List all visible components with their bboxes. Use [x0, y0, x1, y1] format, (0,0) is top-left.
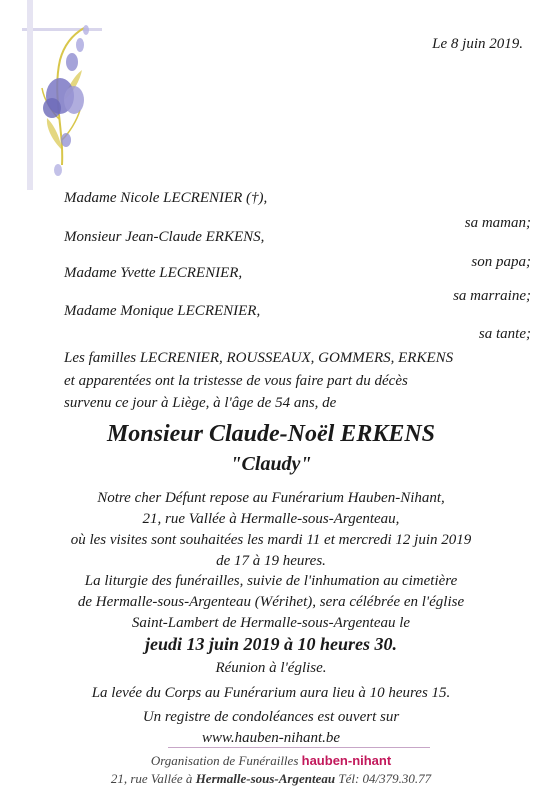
footer-street: 21, rue Vallée à	[110, 771, 193, 786]
funerarium-line: Notre cher Défunt repose au Funérarium Hauben-Nihant,	[97, 490, 445, 506]
cross-flower-icon	[22, 0, 112, 190]
funerarium-line: 21, rue Vallée à Hermalle-sous-Argenteau,	[142, 511, 400, 527]
funerarium-info	[0, 488, 542, 572]
registry-line: Un registre de condoléances est ouvert sur	[142, 709, 400, 725]
condolence-registry	[0, 707, 542, 749]
liturgy-line: Saint-Lambert de Hermalle-sous-Argenteau le	[131, 615, 411, 631]
announcement-line: survenu ce jour à Liège, à l'âge de 54 ans, de	[64, 395, 337, 411]
footer-divider	[168, 747, 430, 748]
family-member-relation: sa marraine;	[453, 288, 531, 304]
liturgy-line: La liturgie des funérailles, suivie de l'inhumation au cimetière	[84, 573, 458, 589]
family-member-relation: sa tante;	[478, 326, 531, 342]
deceased-name: Monsieur Claude-Noël ERKENS	[106, 421, 436, 447]
family-member-name: Madame Nicole LECRENIER (†),	[64, 190, 268, 206]
levee-text: La levée du Corps au Funérarium aura lieu à 10 heures 15.	[91, 685, 451, 701]
liturgy-info	[0, 571, 542, 634]
brand-logo: hauben-nihant	[301, 753, 392, 768]
announcement-text	[64, 347, 453, 415]
liturgy-line: de Hermalle-sous-Argenteau (Wérihet), sera célébrée en l'église	[77, 594, 465, 610]
family-member-relation: son papa;	[471, 254, 531, 270]
family-member-name: Madame Monique LECRENIER,	[64, 303, 261, 319]
funerarium-line: de 17 à 19 heures.	[216, 553, 326, 569]
family-member-name: Madame Yvette LECRENIER,	[64, 265, 243, 281]
deceased-nickname: "Claudy"	[230, 453, 312, 475]
footer-town: Hermalle-sous-Argenteau	[195, 771, 336, 786]
family-member-relation: sa maman;	[464, 215, 531, 231]
announcement-line: Les familles LECRENIER, ROUSSEAUX, GOMMERS, ERKENS	[64, 350, 454, 366]
reunion-text: Réunion à l'église.	[215, 660, 327, 676]
ceremony-datetime: jeudi 13 juin 2019 à 10 heures 30.	[144, 634, 398, 654]
footer-phone: Tél: 04/379.30.77	[338, 771, 432, 786]
announcement-line: et apparentées ont la tristesse de vous faire part du décès	[64, 372, 408, 389]
family-member-name: Monsieur Jean-Claude ERKENS,	[64, 229, 265, 245]
registry-url[interactable]: www.hauben-nihant.be	[201, 730, 341, 746]
footer-organisation	[0, 752, 542, 770]
footer-address	[0, 770, 542, 788]
notice-date: Le 8 juin 2019.	[432, 36, 523, 52]
funerarium-line: où les visites sont souhaitées les mardi 11 et mercredi 12 juin 2019	[70, 532, 472, 548]
footer-org-prefix: Organisation de Funérailles	[150, 753, 299, 768]
